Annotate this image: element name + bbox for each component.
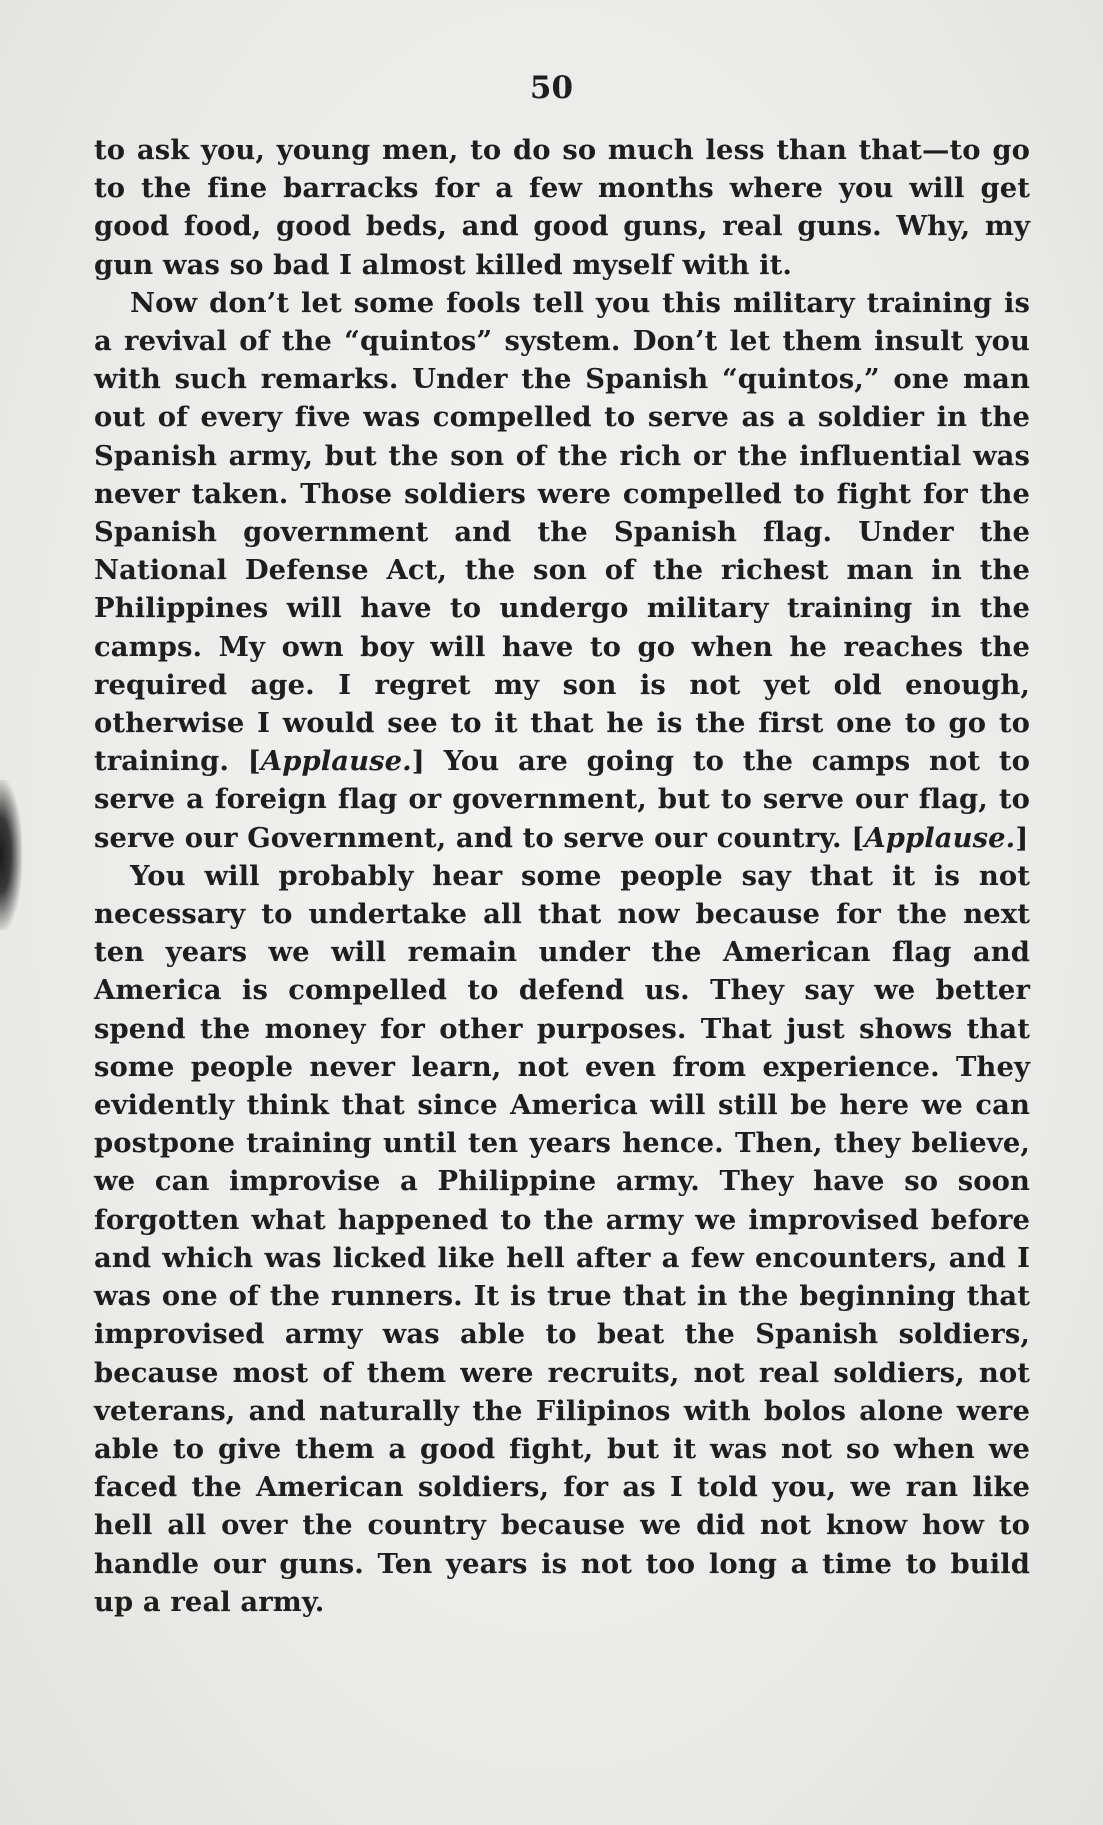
applause-note: Applause. [864,821,1016,854]
text-segment: to ask you, young men, to do so much less than that—to go to the fine barracks for a few months where you will get good food, good beds, and good guns, real guns. Why, my gun was so bad I almost killed myself with it. [94,134,1030,281]
paragraph [94,284,1030,857]
page-number: 50 [529,70,574,106]
applause-note: Applause. [260,745,412,778]
text-segment: ] You are going to the camps not to serve a foreign flag or government, but to serve our flag, to serve our Government, and to serve our country. [ [94,745,1030,854]
paragraph [94,857,1030,1621]
text-segment: Now don’t let some fools tell you this military training is a revival of the “quintos” system. Don’t let them insult you with such remarks. Under the Spanish “quintos,” one man out of every five was compelled to serve as a soldier in the Spanish army, but the son of the rich or the influential was never taken. Those soldiers were compelled to fight for the Spanish government and the Spanish flag. Under the National Defense Act, the son of the richest man in the Philippines will have to undergo military training in the camps. My own boy will have to go when he reaches the required age. I regret my son is not yet old enough, otherwise I would see to it that he is the first one to go to training. [ [94,286,1030,778]
paragraph [94,131,1030,284]
text-segment: You will probably hear some people say that it is not necessary to undertake all that now because for the next ten years we will remain under the American flag and America is compelled to defend us. They say we better spend the money for other purposes. That just shows that some people never learn, not even from experience. They evidently think that since America will still be here we can postpone training until ten years hence. Then, they believe, we can improvise a Philippine army. They have so soon forgotten what happened to the army we improvised before and which was licked like hell after a few encounters, and I was one of the runners. It is true that in the beginning that improvised army was able to beat the Spanish soldiers, because most of them were recruits, not real soldiers, not veterans, and naturally the Filipinos with bolos alone were able to give them a good fight, but it was not so when we faced the American soldiers, for as I told you, we ran like hell all over the country because we did not know how to handle our guns. Ten years is not too long a time to build up a real army. [94,859,1030,1618]
body-text [94,131,1030,1621]
text-segment: ] [1015,821,1029,854]
binding-shadow [0,780,22,930]
